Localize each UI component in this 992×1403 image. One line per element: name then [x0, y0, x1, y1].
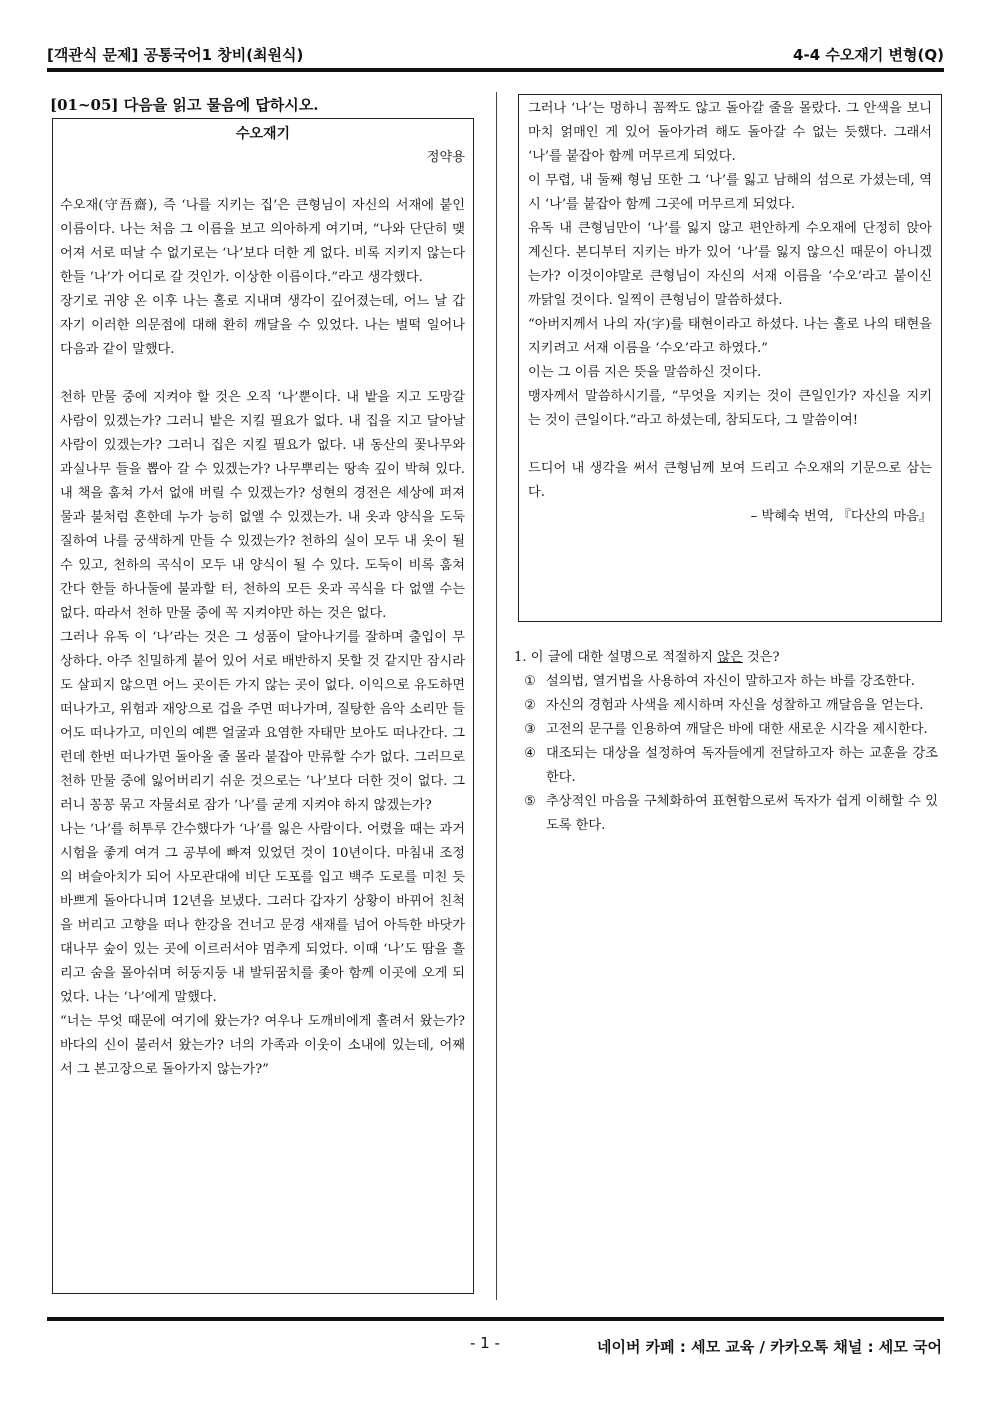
passage-author: 정약용 [426, 150, 465, 165]
header-title: [객관식 문제] 공통국어1 창비(최원식) [47, 46, 304, 64]
option-number: ⑤ [524, 794, 536, 809]
footer-credit: 네이버 카페 : 세모 교육 / 카카오톡 채널 : 세모 국어 [596, 1338, 942, 1356]
passage-title: 수오재기 [235, 126, 291, 142]
option-text: 설의법, 열거법을 사용하여 자신이 말하고자 하는 바를 강조한다. [546, 674, 915, 689]
passage-paragraph: 천하 만물 중에 지켜야 할 것은 오직 ‘나’뿐이다. 내 밭을 지고 도망갈 사람이 있겠는가? 그러니 밭은 지킬 필요가 없다. 내 집을 지고 달아날 사람이 있겠는가? 그러니 집은 지킬 필요가 없다. 내 동산의 꽃나무와 과실나무 들을 뽑아 갈 수 있겠는가? 나무뿌리는 땅속 깊이 박혀 있다. 내 책을 훔쳐 가서 없애 버릴 수 있겠는가? 성현의 경전은 세상에 퍼져 물과 불처럼 흔한데 누가 능히 없앨 수 있겠는가. 내 옷과 양식을 도둑질하여 나를 궁색하게 만들 수 있겠는가? 천하의 실이 모두 내 옷이 될 수 있고, 천하의 곡식이 모두 내 양식이 될 수 있다. 도둑이 비록 훔쳐 간다 한들 하나둘에 불과할 터, 천하의 모든 옷과 곡식을 다 없앨 수는 없다. 따라서 천하 만물 중에 꼭 지켜야만 하는 것은 없다. [60, 390, 465, 621]
passage-left-text [53, 170, 473, 1082]
passage-paragraph: 나는 ‘나’를 허투루 간수했다가 ‘나’를 잃은 사람이다. 어렸을 때는 과거 시험을 좋게 여겨 그 공부에 빠져 있었던 것이 10년이다. 마침내 조정의 벼슬아치가 되어 사모관대에 비단 도포를 입고 백주 도로를 미친 듯 바쁘게 돌아다니며 12년을 보냈다. 그러다 갑자기 상황이 바뀌어 친척을 버리고 고향을 떠나 한강을 건너고 문경 새재를 넘어 아득한 바닷가 대나무 숲이 있는 곳에 이르러서야 멈추게 되었다. 이때 ‘나’도 땀을 흘리고 숨을 몰아쉬며 허둥지둥 내 발뒤꿈치를 좇아 함께 이곳에 오게 되었다. 나는 ‘나’에게 말했다. [60, 822, 465, 1005]
option-number: ④ [524, 746, 536, 761]
answer-option-5[interactable] [514, 790, 938, 838]
option-number: ③ [524, 722, 536, 737]
option-text: 추상적인 마음을 구체화하여 표현함으로써 독자가 쉽게 이해할 수 있도록 한다. [546, 794, 938, 833]
answer-option-1[interactable] [514, 670, 938, 694]
passage-paragraph: 그러나 유독 이 ‘나’라는 것은 그 성품이 달아나기를 잘하며 출입이 무상하다. 아주 친밀하게 붙어 있어 서로 배반하지 못할 것 같지만 잠시라도 살피지 않으면 어느 곳이든 가지 않는 곳이 없다. 이익으로 유도하면 떠나가고, 위험과 재앙으로 겁을 주면 떠나가며, 질탕한 음악 소리만 들어도 떠나가고, 미인의 예쁜 얼굴과 요염한 자태만 보아도 떠나간다. 그런데 한번 떠나가면 돌아올 줄 몰라 붙잡아 만류할 수가 없다. 그러므로 천하 만물 중에 잃어버리기 쉬운 것으로는 ‘나’보다 더한 것이 없다. 그러니 꽁꽁 묶고 자물쇠로 잠가 ‘나’를 굳게 지켜야 하지 않겠는가? [60, 630, 465, 813]
passage-paragraph: 드디어 내 생각을 써서 큰형님께 보여 드리고 수오재의 기문으로 삼는다. [528, 461, 932, 500]
option-text: 대조되는 대상을 설정하여 독자들에게 전달하고자 하는 교훈을 강조한다. [546, 746, 938, 785]
passage-paragraph: 이는 그 이름 지은 뜻을 말씀하신 것이다. [528, 365, 762, 380]
passage-paragraph [60, 362, 465, 386]
passage-paragraph: 맹자께서 말씀하시기를, “무엇을 지키는 것이 큰일인가? 자신을 지키는 것이 큰일이다.”라고 하셨는데, 참되도다, 그 말씀이여! [528, 389, 932, 428]
option-number: ② [524, 698, 536, 713]
passage-paragraph: 장기로 귀양 온 이후 나는 홀로 지내며 생각이 깊어졌는데, 어느 날 갑자기 이러한 의문점에 대해 환히 깨달을 수 있었다. 나는 벌떡 일어나 다음과 같이 말했다. [60, 294, 465, 357]
question-1 [514, 646, 938, 838]
passage-paragraph: “너는 무엇 때문에 여기에 왔는가? 여우나 도깨비에게 홀려서 왔는가? 바다의 신이 불러서 왔는가? 너의 가족과 이웃이 소내에 있는데, 어째서 그 본고장으로 돌아가지 않는가?” [60, 1014, 465, 1077]
passage-paragraph: 수오재(守吾齋), 즉 ‘나를 지키는 집’은 큰형님이 자신의 서재에 붙인 이름이다. 나는 처음 그 이름을 보고 의아하게 여기며, “나와 단단히 맺어져 서로 떠날 수 없기로는 ‘나’보다 더한 게 없다. 비록 지키지 않는다 한들 ‘나’가 어디로 갈 것인가. 이상한 이름이다.”라고 생각했다. [60, 198, 465, 285]
column-divider [496, 92, 497, 1300]
passage-paragraph: 유독 내 큰형님만이 ‘나’를 잃지 않고 편안하게 수오재에 단정히 앉아 계신다. 본디부터 지키는 바가 있어 ‘나’를 잃지 않으신 때문이 아니겠는가? 이것이야말로 큰형님이 자신의 서재 이름을 ‘수오’라고 붙이신 까닭일 것이다. 일찍이 큰형님이 말씀하셨다. [528, 221, 932, 308]
passage-paragraph [528, 433, 932, 457]
passage-paragraph: “아버지께서 나의 자(字)를 태현이라고 하셨다. 나는 홀로 나의 태현을 지키려고 서재 이름을 ‘수오’라고 하였다.” [528, 317, 932, 356]
passage-paragraph [60, 170, 465, 194]
question-stem [514, 646, 938, 670]
passage-paragraph: 그러나 ‘나’는 멍하니 꼼짝도 않고 돌아갈 줄을 몰랐다. 그 안색을 보니 마치 얽매인 게 있어 돌아가려 해도 돌아갈 수 없는 듯했다. 그래서 ‘나’를 붙잡아 함께 머무르게 되었다. [528, 101, 932, 164]
answer-option-4[interactable] [514, 742, 938, 790]
passage-paragraph: 이 무렵, 내 둘째 형님 또한 그 ‘나’를 잃고 남해의 섬으로 가셨는데, 역시 ‘나’를 붙잡아 함께 그곳에 머무르게 되었다. [528, 173, 932, 212]
header-subtitle: 4-4 수오재기 변형(Q) [793, 46, 944, 64]
passage-box-left [52, 118, 474, 1294]
page-number: - 1 - [470, 1334, 500, 1352]
footer-rule [47, 1317, 944, 1321]
passage-right-text [519, 95, 941, 529]
header-rule [47, 68, 944, 72]
question-stem-after: 것은? [742, 650, 780, 665]
passage-box-right [518, 94, 942, 622]
option-number: ① [524, 674, 536, 689]
answer-option-2[interactable] [514, 694, 938, 718]
option-text: 자신의 경험과 사색을 제시하며 자신을 성찰하고 깨달음을 얻는다. [546, 698, 924, 713]
question-range-heading: [01~05] 다음을 읽고 물음에 답하시오. [50, 96, 319, 114]
answer-option-3[interactable] [514, 718, 938, 742]
option-text: 고전의 문구를 인용하여 깨달은 바에 대한 새로운 시각을 제시한다. [546, 722, 928, 737]
passage-source: – 박혜숙 번역, 『다산의 마음』 [750, 509, 932, 524]
question-stem-before: 1. 이 글에 대한 설명으로 적절하지 [514, 650, 718, 665]
question-stem-underlined: 않은 [717, 650, 743, 665]
